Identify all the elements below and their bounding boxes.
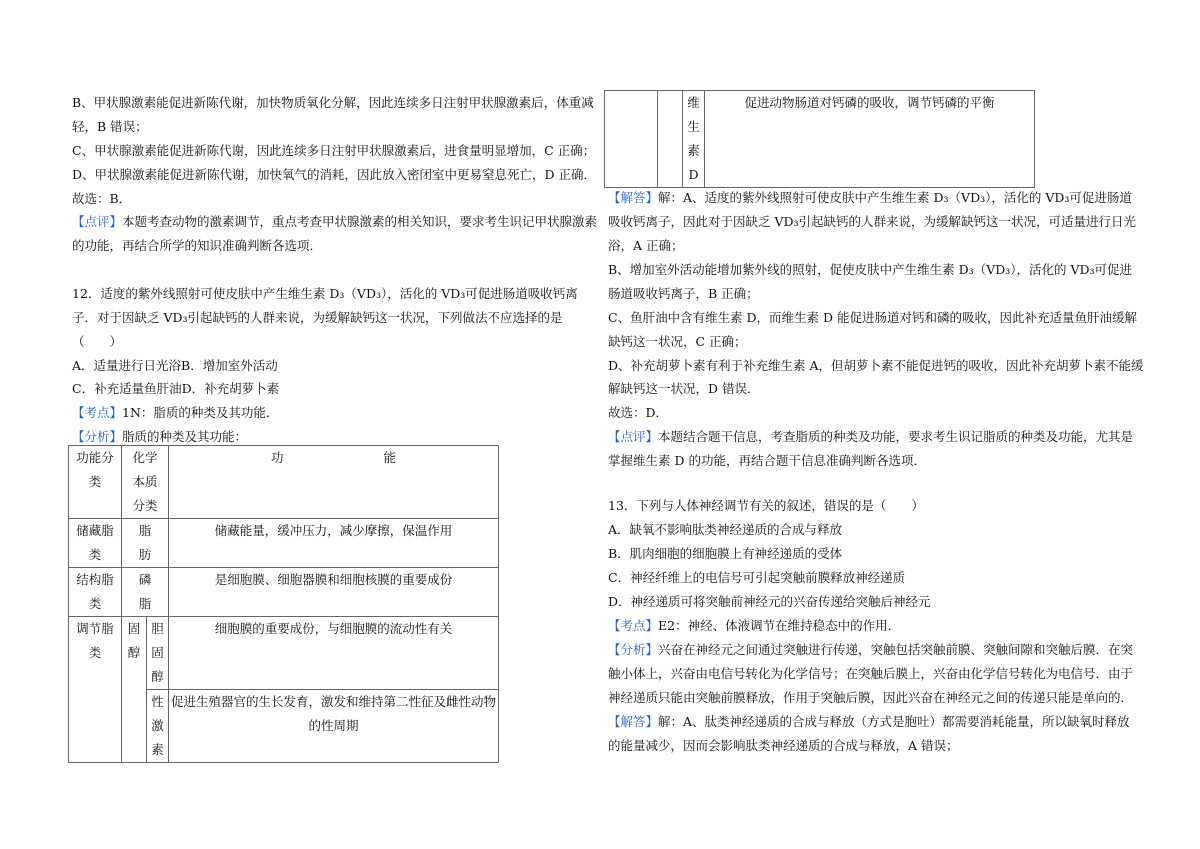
- empty-cell: [605, 91, 658, 188]
- q12-analysis: [72, 428, 247, 446]
- q12-answer-line8: D、补充胡萝卜素有利于补充维生素 A，但胡萝卜素不能促进钙的吸收，因此补充胡萝卜素不能缓: [608, 358, 1144, 373]
- q12-review-line2: 掌握维生素 D 的功能，再结合题干信息准确判断各选项．: [608, 453, 926, 468]
- q13-point: 【考点】E2：神经、体液调节在维持稳态中的作用．: [608, 618, 901, 633]
- q13-option-b: B．肌肉细胞的细胞膜上有神经递质的受体: [608, 546, 843, 561]
- answer-tag: 【解答】: [608, 714, 659, 729]
- table-row: [69, 446, 499, 519]
- q12-answer-line4: B、增加室外活动能增加紫外线的照射，促使皮肤中产生维生素 D₃（VD₃），活化的 VD₃可促进: [608, 262, 1133, 277]
- q12-answer-line6: C、鱼肝油中含有维生素 D，而维生素 D 能促进肠道对钙和磷的吸收，因此补充适量鱼肝油缓解: [608, 310, 1138, 325]
- review-tag: 【点评】: [608, 429, 659, 444]
- q11-review-line2: 的功能，再结合所学的知识准确判断各选项．: [72, 238, 323, 253]
- review-tag: 【点评】: [72, 214, 123, 229]
- q12-point: [72, 404, 278, 422]
- q12-stem-line1: 12．适度的紫外线照射可使皮肤中产生维生素 D₃（VD₃），活化的 VD₃可促进肠道吸收钙离: [72, 286, 578, 301]
- point-tag: 【考点】: [72, 405, 123, 420]
- q12-options-cd: C．补充适量鱼肝油D．补充胡萝卜素: [72, 381, 280, 396]
- phospholipid-chem: 磷 脂: [122, 568, 169, 617]
- fat-chem: 脂 肪: [122, 519, 169, 568]
- q12-stem-line2: 子．对于因缺乏 VD₃引起缺钙的人群来说，为缓解缺钙这一状况，下列做法不应选择的是: [72, 310, 563, 325]
- q11-option-b-line1: B、甲状腺激素能促进新陈代谢，加快物质氧化分解，因此连续多日注射甲状腺激素后，体重减: [72, 95, 594, 110]
- sex-hormone-sub: 性 激 素: [147, 690, 169, 763]
- vitamin-d-sub: 维 生 素 D: [683, 91, 705, 188]
- point-tag: 【考点】: [608, 618, 659, 633]
- q12-answer-line2: 吸收钙离子，因此对于因缺乏 VD₃引起缺钙的人群来说，为缓解缺钙这一状况，可适量进行日光: [608, 214, 1137, 229]
- header-function: 功 能: [169, 446, 499, 519]
- q13-answer-line2: 的能量减少，因而会影响肽类神经递质的合成与释放，A 错误；: [608, 738, 959, 753]
- cholesterol-sub: 胆 固 醇: [147, 617, 169, 690]
- q12-point-text: 1N：脂质的种类及其功能．: [122, 405, 279, 420]
- analysis-tag: 【分析】: [72, 429, 123, 444]
- lipid-table: [68, 445, 499, 763]
- q13-stem: 13．下列与人体神经调节有关的叙述，错误的是（ ）: [608, 498, 924, 513]
- q13-option-c: C．神经纤维上的电信号可引起突触前膜释放神经递质: [608, 570, 906, 585]
- q12-review-line1: 【点评】本题结合题干信息，考查脂质的种类及功能，要求考生识记脂质的种类及功能，尤其是: [608, 429, 1134, 444]
- cholesterol-function: 细胞膜的重要成份，与细胞膜的流动性有关: [169, 617, 499, 690]
- q11-option-b-line2: 轻，B 错误；: [72, 119, 148, 134]
- q12-analysis-text: 脂质的种类及其功能：: [122, 429, 248, 444]
- table-row: [69, 617, 499, 690]
- fat-function: 储藏能量，缓冲压力，减少摩擦，保温作用: [169, 519, 499, 568]
- q13-analysis-line1: 【分析】兴奋在神经元之间通过突触进行传递，突触包括突触前膜、突触间隙和突触后膜．在突: [608, 642, 1134, 657]
- q12-choice: 故选：D．: [608, 405, 669, 420]
- fat-class: 储藏脂 类: [69, 519, 122, 568]
- analysis-tag: 【分析】: [608, 642, 659, 657]
- q11-review-text: 本题考查动物的激素调节，重点考查甲状腺激素的相关知识，要求考生识记甲状腺激素: [122, 214, 598, 229]
- q12-answer-line9: 解缺钙这一状况，D 错误．: [608, 381, 760, 396]
- header-chem-class: 化学 本质 分类: [122, 446, 169, 519]
- q11-option-d: D、甲状腺激素能促进新陈代谢，加快氧气的消耗，因此放入密闭室中更易窒息死亡，D 正确．: [72, 167, 597, 182]
- q11-option-c: C、甲状腺激素能促进新陈代谢，因此连续多日注射甲状腺激素后，进食量明显增加，C 正确；: [72, 143, 596, 158]
- q12-answer-line3: 浴，A 正确；: [608, 238, 684, 253]
- q11-review-line1: [72, 213, 597, 231]
- q12-options-ab: A．适量进行日光浴B．增加室外活动: [72, 358, 278, 373]
- q13-analysis-line2: 触小体上，兴奋由电信号转化为化学信号；在突触后膜上，兴奋由化学信号转化为电信号．由于: [608, 666, 1134, 681]
- sex-hormone-function: 促进生殖器官的生长发育，激发和维持第二性征及雌性动物 的性周期: [169, 690, 499, 763]
- q13-answer-line1: 【解答】解：A、肽类神经递质的合成与释放（方式是胞吐）都需要消耗能量，所以缺氧时释放: [608, 714, 1130, 729]
- vitamin-d-function: 促进动物肠道对钙磷的吸收，调节钙磷的平衡: [705, 91, 1035, 188]
- table-row: [69, 519, 499, 568]
- sterol-chem: 固 醇: [122, 617, 147, 763]
- regulatory-class: 调节脂 类: [69, 617, 122, 763]
- header-function-class: 功能分 类: [69, 446, 122, 519]
- q13-analysis-line3: 神经递质只能由突触前膜释放，作用于突触后膜，因此兴奋在神经元之间的传递只能是单向的．: [608, 690, 1134, 705]
- q11-choice: 故选：B．: [72, 191, 132, 206]
- structural-class: 结构脂 类: [69, 568, 122, 617]
- lipid-table-continued: [604, 90, 1035, 188]
- table-row: [605, 91, 1035, 188]
- q12-answer-line5: 肠道吸收钙离子，B 正确；: [608, 286, 759, 301]
- q13-option-a: A．缺氧不影响肽类神经递质的合成与释放: [608, 522, 843, 537]
- q12-answer-line1: 【解答】解：A、适度的紫外线照射可使皮肤中产生维生素 D₃（VD₃），活化的 VD₃可促进肠道: [608, 190, 1132, 205]
- empty-cell: [658, 91, 683, 188]
- answer-tag: 【解答】: [608, 190, 659, 205]
- q12-answer-line7: 缺钙这一状况，C 正确；: [608, 334, 747, 349]
- phospholipid-function: 是细胞膜、细胞器膜和细胞核膜的重要成份: [169, 568, 499, 617]
- q13-option-d: D．神经递质可将突触前神经元的兴奋传递给突触后神经元: [608, 594, 931, 609]
- table-row: [69, 568, 499, 617]
- q12-stem-line3: （ ）: [72, 334, 123, 349]
